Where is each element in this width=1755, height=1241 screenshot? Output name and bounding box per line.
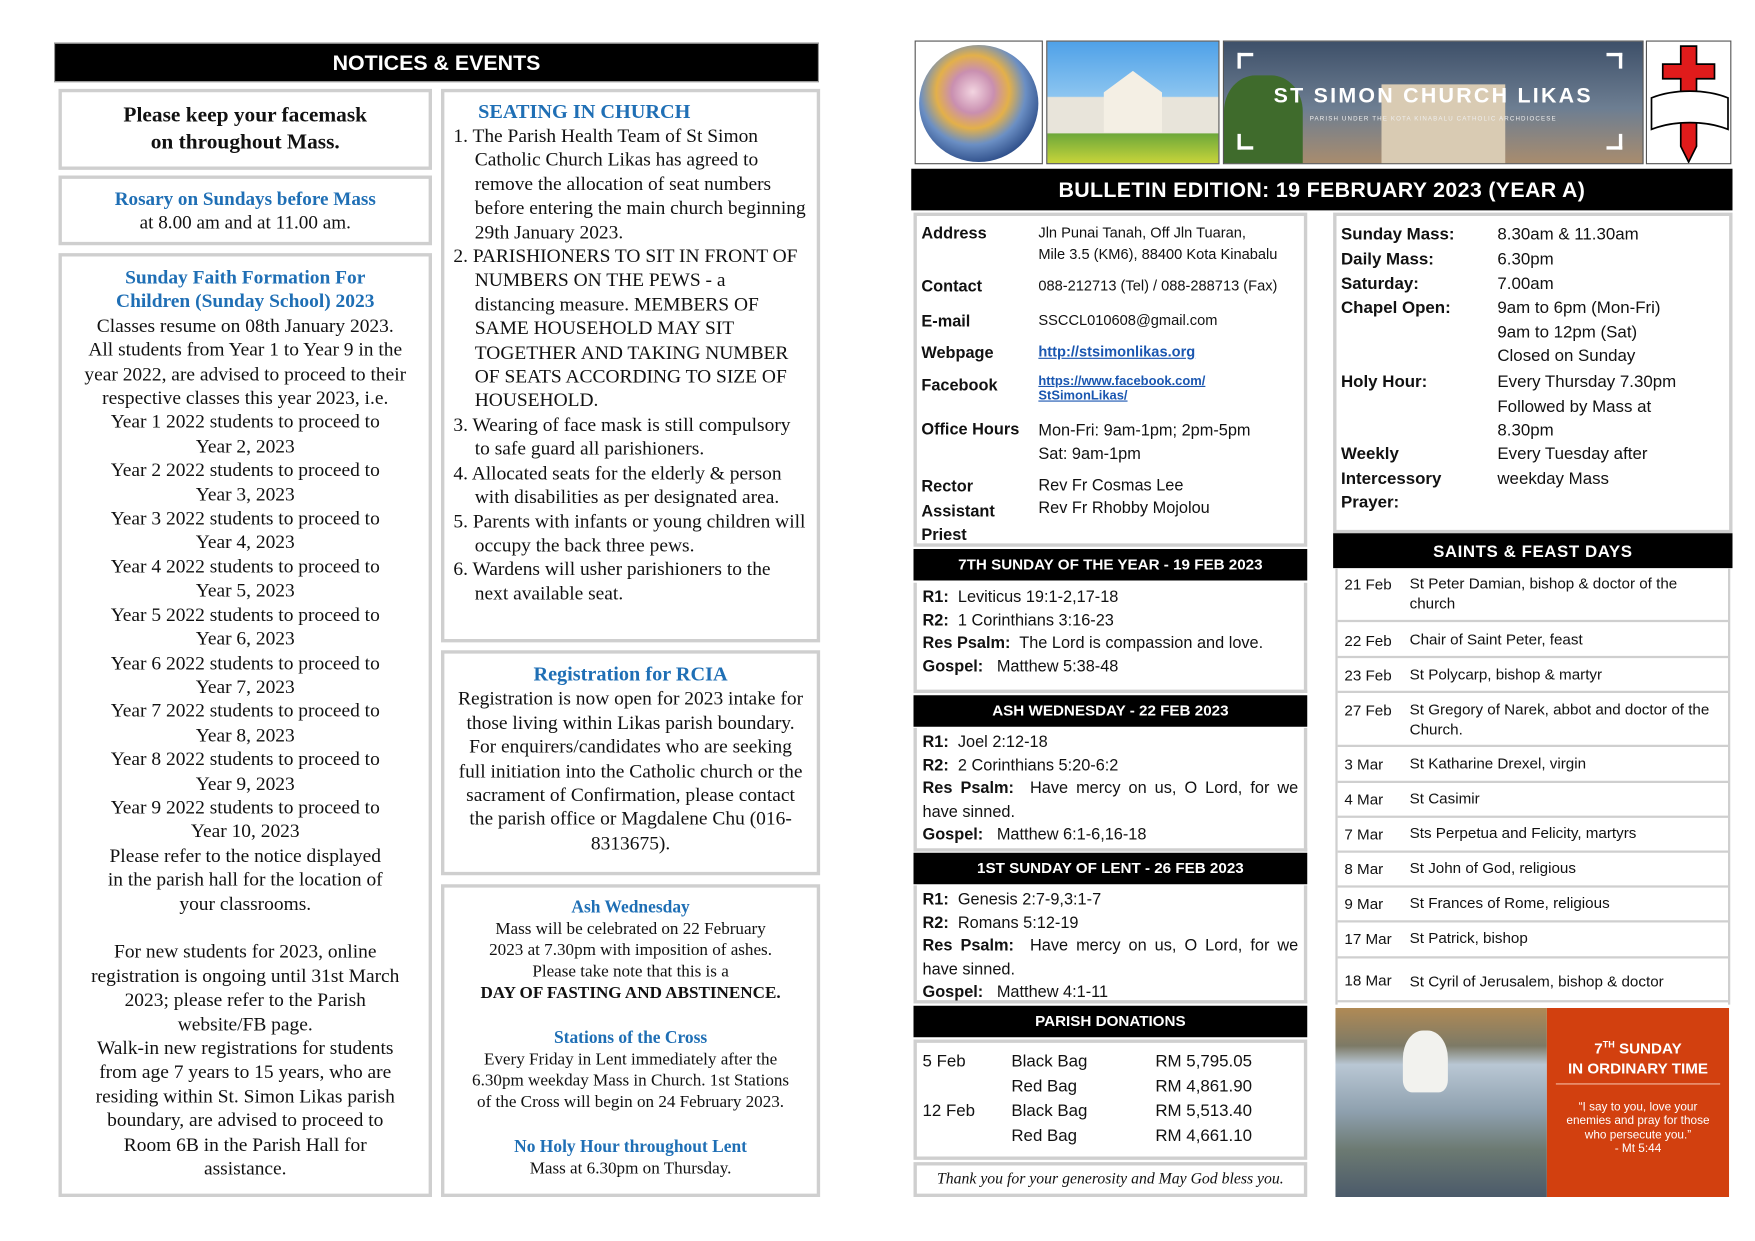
chapel-line: 9am to 12pm (Sat) <box>1497 322 1638 342</box>
banner-subtitle: PARISH UNDER THE KOTA KINABALU CATHOLIC ARCHDIOCESE <box>1309 115 1557 123</box>
reading-gospel <box>923 981 1299 1004</box>
chapel-value <box>1497 296 1660 369</box>
assistant-priest-label <box>921 501 994 547</box>
saint-row <box>1338 624 1728 658</box>
sunday-school-line: boundary, are advised to proceed to <box>107 1109 384 1131</box>
saint-row <box>1338 568 1728 622</box>
reading-gospel <box>923 824 1299 847</box>
address-line: Jln Punai Tanah, Off Jln Tuaran, <box>1038 223 1246 241</box>
thank-you-note: Thank you for your generosity and May God bless you. <box>914 1162 1308 1197</box>
reading-psalm-label: Res Psalm: <box>922 634 1011 653</box>
sunday-school-line: All students from Year 1 to Year 9 in the <box>88 338 403 361</box>
sunday-school-line: Year 2, 2023 <box>195 435 295 457</box>
rcia-notice <box>441 650 820 875</box>
holy-hour-line: 8.30pm <box>1497 420 1554 440</box>
saint-name: St Gregory of Narek, abbot and doctor of the Church. <box>1409 700 1710 738</box>
reading-psalm-label: Res Psalm: <box>922 779 1014 798</box>
seating-item: 2. PARISHIONERS TO SIT IN FRONT OF NUMBERS ON THE PEWS - a distancing measure. MEMBERS OF SAME HOUSEHOLD MAY SIT TOGETHER AND TAKING NUMBER OF SEATS ACCORDING TO SIZE OF HOUSEHOLD. <box>453 245 798 412</box>
church-photo <box>1046 41 1219 165</box>
office-hours-line: Mon-Fri: 9am-1pm; 2pm-5pm <box>1038 421 1251 440</box>
ash-line: DAY OF FASTING AND ABSTINENCE. <box>480 983 781 1003</box>
saint-row <box>1338 659 1728 693</box>
chapel-label: Chapel Open: <box>1341 298 1451 318</box>
saint-row <box>1338 923 1728 959</box>
sunday-school-line: registration is ongoing until 31st March <box>91 964 400 987</box>
reading-psalm-text: The Lord is compassion and love. <box>1019 634 1264 653</box>
sunday-school-line: Year 7 2022 students to proceed to <box>110 700 380 722</box>
saints-header: SAINTS & FEAST DAYS <box>1333 533 1732 568</box>
gospel-painting <box>1335 1008 1547 1197</box>
reading-r2-text: 1 Corinthians 3:16-23 <box>957 611 1114 630</box>
sunday-school-line: from age 7 years to 15 years, who are <box>99 1061 392 1083</box>
reading-psalm <box>923 632 1299 655</box>
sunday-school-line: Room 6B in the Parish Hall for <box>123 1133 367 1155</box>
stations-line: 6.30pm weekday Mass in Church. 1st Stations <box>472 1071 790 1091</box>
label-line: Intercessory <box>1341 468 1442 488</box>
holy-hour-line: Every Thursday 7.30pm <box>1497 372 1677 392</box>
daily-mass-label: Daily Mass: <box>1341 249 1434 269</box>
reading-r1 <box>923 889 1299 912</box>
saint-row <box>1338 818 1728 853</box>
parish-logo <box>1646 41 1732 165</box>
chapel-line: 9am to 6pm (Mon-Fri) <box>1497 298 1661 318</box>
saint-date: 3 Mar <box>1344 756 1384 773</box>
sunday-school-line: Walk-in new registrations for students <box>97 1037 394 1059</box>
rector-value: Rev Fr Cosmas Lee <box>1038 477 1184 495</box>
sunday-school-line <box>62 916 429 940</box>
reading-r1 <box>923 731 1299 754</box>
facemask-notice <box>59 89 433 170</box>
sunday-school-line: in the parish hall for the location of <box>107 868 383 891</box>
ash-title: Ash Wednesday <box>571 897 690 917</box>
reading-r2-text: 2 Corinthians 5:20-6:2 <box>957 756 1119 775</box>
sunday-mass-value: 8.30am & 11.30am <box>1497 225 1639 245</box>
stained-glass-image <box>915 41 1043 165</box>
email-value[interactable]: SSCCL010608@gmail.com <box>1038 311 1218 329</box>
donation-bag: Red Bag <box>1011 1126 1078 1146</box>
contact-value: 088-212713 (Tel) / 088-288713 (Fax) <box>1038 276 1278 294</box>
donation-date: 5 Feb <box>922 1051 966 1071</box>
reading-r1-label: R1: <box>922 891 949 909</box>
rosary-text: at 8.00 am and at 11.00 am. <box>139 211 351 233</box>
donation-bag: Black Bag <box>1011 1051 1088 1071</box>
stations-line: of the Cross will begin on 24 February 2023. <box>477 1092 785 1112</box>
donation-bag: Red Bag <box>1011 1076 1078 1096</box>
poster-panel <box>1547 1008 1729 1197</box>
reading-r2 <box>923 754 1299 777</box>
webpage-label: Webpage <box>921 344 994 363</box>
sunday-school-line: year 2022, are advised to proceed to their <box>84 362 407 385</box>
rosary-notice <box>59 176 433 246</box>
reading-gospel-text: Matthew 4:1-11 <box>996 983 1109 1002</box>
poster-title-num: 7 <box>1594 1040 1603 1057</box>
sunday-school-line: your classrooms. <box>179 892 312 915</box>
reading-r1-text: Joel 2:12-18 <box>957 733 1048 752</box>
saint-name: St Patrick, bishop <box>1409 929 1528 947</box>
saint-row <box>1338 888 1728 923</box>
office-hours-label: Office Hours <box>921 420 1020 439</box>
bulletin-edition-bar: BULLETIN EDITION: 19 FEBRUARY 2023 (YEAR A) <box>911 169 1732 211</box>
saint-date: 17 Mar <box>1344 930 1392 948</box>
sunday-school-line: Year 5, 2023 <box>195 579 295 602</box>
rcia-text: Registration is now open for 2023 intake for those living within Likas parish boundary. For enquirers/candidates who are seeking full initiation into the Catholic church or the sacrament of Confirmation, please contact the parish office or Magdalene Chu (016-8313675). <box>458 687 804 854</box>
poster-title <box>1547 1035 1729 1058</box>
reading-gospel-label: Gospel: <box>922 983 984 1002</box>
donation-date: 12 Feb <box>922 1101 976 1121</box>
holy-hour-label: Holy Hour: <box>1341 372 1428 392</box>
donation-amount: RM 4,861.90 <box>1155 1076 1253 1096</box>
address-line: Mile 3.5 (KM6), 88400 Kota Kinabalu <box>1038 245 1278 263</box>
saint-date: 27 Feb <box>1344 702 1392 719</box>
lent-notice <box>441 884 820 1197</box>
reading-block <box>914 728 1308 852</box>
sunday-school-line: Year 1 2022 students to proceed to <box>110 411 380 433</box>
sunday-school-body <box>62 314 429 1181</box>
sunday-school-line: Year 7, 2023 <box>195 676 295 698</box>
sunday-school-notice <box>59 253 433 1197</box>
saturday-label: Saturday: <box>1341 274 1419 294</box>
facebook-label: Facebook <box>921 376 998 395</box>
poster-title-sup: TH <box>1602 1039 1615 1050</box>
email-label: E-mail <box>921 312 971 331</box>
donations-table <box>914 1040 1308 1160</box>
reading-r2-label: R2: <box>922 914 949 933</box>
saint-date: 18 Mar <box>1344 972 1392 989</box>
saint-row <box>1338 853 1728 888</box>
sunday-school-line: Classes resume on 08th January 2023. <box>96 314 394 337</box>
reading-r2-label: R2: <box>922 611 949 630</box>
sunday-school-line: assistance. <box>203 1157 287 1180</box>
sunday-school-line: Year 4 2022 students to proceed to <box>110 555 380 577</box>
sunday-school-line: Year 9, 2023 <box>195 772 295 794</box>
reading-gospel <box>923 655 1299 678</box>
saint-name: St Cyril of Jerusalem, bishop & doctor <box>1409 973 1664 990</box>
reading-gospel-label: Gospel: <box>922 825 984 844</box>
saint-date: 9 Mar <box>1344 895 1384 913</box>
seating-item: 5. Parents with infants or young children will occupy the back three pews. <box>453 510 806 556</box>
reading-r1-label: R1: <box>922 588 949 607</box>
reading-r2 <box>923 609 1299 632</box>
daily-mass-value: 6.30pm <box>1497 249 1554 269</box>
ash-line: Please take note that this is a <box>532 961 729 981</box>
banner-title: ST SIMON CHURCH LIKAS <box>1273 84 1593 108</box>
poster-reference: - Mt 5:44 <box>1614 1141 1662 1156</box>
seating-item: 1. The Parish Health Team of St Simon Catholic Church Likas has agreed to remove the allocation of seat numbers before entering the main church beginning 29th January 2023. <box>453 124 806 243</box>
sunday-mass-label: Sunday Mass: <box>1341 225 1455 245</box>
saint-date: 7 Mar <box>1344 825 1384 843</box>
seating-item: 4. Allocated seats for the elderly & person with disabilities as per designated area. <box>453 462 782 508</box>
reading-r2 <box>923 912 1299 935</box>
notices-header: NOTICES & EVENTS <box>54 43 819 82</box>
sunday-school-line: 2023; please refer to the Parish <box>124 989 366 1011</box>
reading-r1 <box>923 586 1299 609</box>
church-banner <box>1223 41 1644 165</box>
sunday-school-line: Year 8, 2023 <box>195 724 295 746</box>
weekly-prayer-label <box>1341 442 1441 515</box>
saints-table <box>1335 568 1730 1005</box>
reading-r1-text: Leviticus 19:1-2,17-18 <box>957 588 1119 607</box>
rcia-title: Registration for RCIA <box>533 662 728 686</box>
holyhour-text: Mass at 6.30pm on Thursday. <box>529 1158 732 1178</box>
reading-gospel-text: Matthew 5:38-48 <box>996 657 1119 676</box>
saint-name: St John of God, religious <box>1409 859 1576 877</box>
rector-label: Rector <box>921 478 974 497</box>
label-line: Priest <box>921 525 967 544</box>
saint-row <box>1338 694 1728 747</box>
reading-header: 1ST SUNDAY OF LENT - 26 FEB 2023 <box>914 853 1308 885</box>
office-hours-value <box>1038 420 1250 466</box>
mass-times <box>1333 213 1732 534</box>
facebook-link-line[interactable]: StSimonLikas/ <box>1038 389 1128 403</box>
donation-amount: RM 5,795.05 <box>1155 1051 1253 1071</box>
facemask-line: Please keep your facemask <box>123 103 368 128</box>
reading-r1-label: R1: <box>922 733 949 752</box>
sunday-school-line: Year 2 2022 students to proceed to <box>110 459 380 481</box>
saint-date: 23 Feb <box>1344 667 1392 684</box>
sunday-school-line: Year 6, 2023 <box>195 627 295 650</box>
saint-row <box>1338 748 1728 783</box>
poster-title-2: IN ORDINARY TIME <box>1567 1059 1709 1077</box>
reading-gospel-text: Matthew 6:1-6,16-18 <box>996 825 1147 844</box>
saint-row <box>1338 959 1728 1003</box>
label-line: Prayer: <box>1341 492 1400 512</box>
reading-psalm-text: Have mercy on us, O Lord, for we have sinned. <box>922 937 1299 979</box>
stations-line: Every Friday in Lent immediately after the <box>483 1049 778 1069</box>
sunday-school-line: For new students for 2023, online <box>114 940 377 963</box>
rosary-title: Rosary on Sundays before Mass <box>114 187 376 210</box>
label-line: Weekly <box>1341 444 1399 464</box>
sunday-school-line: Year 4, 2023 <box>195 531 295 553</box>
donations-header: PARISH DONATIONS <box>914 1006 1308 1038</box>
reading-block <box>914 583 1308 693</box>
office-hours-line: Sat: 9am-1pm <box>1038 444 1141 463</box>
reading-psalm <box>923 777 1299 823</box>
saint-date: 21 Feb <box>1344 576 1392 593</box>
reading-block <box>914 885 1308 1003</box>
reading-r2-label: R2: <box>922 756 949 775</box>
ash-line: 2023 at 7.30pm with imposition of ashes. <box>489 940 772 960</box>
weekly-line: Every Tuesday after <box>1497 444 1648 464</box>
facemask-line: on throughout Mass. <box>150 130 340 155</box>
facebook-link[interactable] <box>1038 375 1205 404</box>
seating-notice <box>441 89 820 643</box>
saint-name: St Katharine Drexel, virgin <box>1409 754 1587 772</box>
reading-gospel-label: Gospel: <box>922 657 984 676</box>
sunday-school-line: Year 3, 2023 <box>195 483 295 505</box>
gospel-poster <box>1335 1008 1729 1197</box>
label-line: Assistant <box>921 502 995 521</box>
saint-name: St Peter Damian, bishop & doctor of the church <box>1409 574 1678 612</box>
holy-hour-line: Followed by Mass at <box>1497 396 1652 416</box>
ash-line: Mass will be celebrated on 22 February <box>495 919 766 939</box>
saint-row <box>1338 783 1728 818</box>
seating-item: 6. Wardens will usher parishioners to the next available seat. <box>453 558 771 604</box>
address-value <box>1038 222 1277 265</box>
holyhour-title: No Holy Hour throughout Lent <box>514 1137 747 1157</box>
reading-header: 7TH SUNDAY OF THE YEAR - 19 FEB 2023 <box>914 549 1308 581</box>
sunday-school-line: Year 3 2022 students to proceed to <box>110 507 380 529</box>
weekly-prayer-value <box>1497 442 1647 490</box>
donation-amount: RM 4,661.10 <box>1155 1126 1253 1146</box>
poster-title-1: SUNDAY <box>1614 1040 1682 1057</box>
donation-bag: Black Bag <box>1011 1101 1088 1121</box>
saint-date: 22 Feb <box>1344 632 1392 650</box>
sunday-school-line: residing within St. Simon Likas parish <box>95 1085 395 1107</box>
sunday-school-line: respective classes this year 2023, i.e. <box>102 387 389 409</box>
sunday-school-line: Year 6 2022 students to proceed to <box>110 651 380 674</box>
donation-amount: RM 5,513.40 <box>1155 1101 1253 1121</box>
sunday-school-line: Year 8 2022 students to proceed to <box>110 748 380 770</box>
facebook-link-line[interactable]: https://www.facebook.com/ <box>1038 374 1206 389</box>
reading-psalm-text: Have mercy on us, O Lord, for we have sinned. <box>922 779 1299 821</box>
sunday-school-title: Sunday Faith Formation For <box>125 266 366 288</box>
saint-name: St Polycarp, bishop & martyr <box>1409 666 1603 683</box>
sunday-school-line: Year 5 2022 students to proceed to <box>110 603 380 626</box>
chapel-line: Closed on Sunday <box>1497 346 1636 366</box>
seating-item: 3. Wearing of face mask is still compulsory to safe guard all parishioners. <box>453 413 791 460</box>
saint-date: 8 Mar <box>1344 860 1384 878</box>
saint-name: St Frances of Rome, religious <box>1409 894 1610 912</box>
poster-quote: “I say to you, love your enemies and pray for those who persecute you.” <box>1566 1099 1710 1142</box>
saint-name: St Casimir <box>1409 789 1480 807</box>
sunday-school-line: Please refer to the notice displayed <box>109 844 382 866</box>
weekly-line: weekday Mass <box>1497 468 1609 488</box>
saturday-value: 7.00am <box>1497 274 1554 294</box>
saint-name: Chair of Saint Peter, feast <box>1409 631 1583 648</box>
sunday-school-line: Year 10, 2023 <box>190 820 300 842</box>
reading-header: ASH WEDNESDAY - 22 FEB 2023 <box>914 695 1308 727</box>
assistant-priest-value: Rev Fr Rhobby Mojolou <box>1038 499 1210 518</box>
sunday-school-line: Year 9 2022 students to proceed to <box>110 796 380 818</box>
address-label: Address <box>921 225 987 243</box>
seating-title: SEATING IN CHURCH <box>478 100 691 123</box>
reading-r1-text: Genesis 2:7-9,3:1-7 <box>957 891 1102 909</box>
saint-name: Sts Perpetua and Felicity, martyrs <box>1409 824 1637 842</box>
seating-list <box>453 124 807 606</box>
parish-info <box>914 213 1308 547</box>
webpage-link[interactable]: http://stsimonlikas.org <box>1038 343 1196 360</box>
sunday-school-title: Children (Sunday School) 2023 <box>116 290 375 313</box>
contact-label: Contact <box>921 277 983 296</box>
stations-title: Stations of the Cross <box>553 1028 708 1048</box>
reading-r2-text: Romans 5:12-19 <box>957 914 1079 933</box>
sunday-school-line: website/FB page. <box>177 1013 313 1035</box>
reading-psalm-label: Res Psalm: <box>922 937 1014 956</box>
holy-hour-value <box>1497 370 1676 443</box>
reading-psalm <box>923 935 1299 981</box>
saint-date: 4 Mar <box>1344 790 1384 808</box>
